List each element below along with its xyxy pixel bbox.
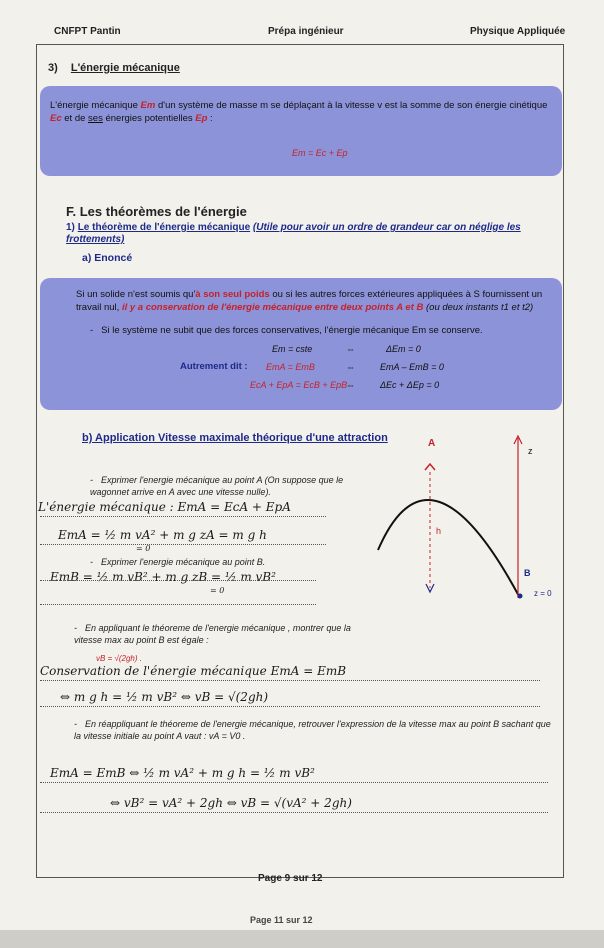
enonce-heading: a) Enoncé bbox=[82, 252, 133, 264]
label-z0: z = 0 bbox=[534, 589, 552, 598]
formula-ema-minus-emb: EmA – EmB = 0 bbox=[380, 362, 444, 372]
answer-2-zero: = 0 bbox=[210, 586, 225, 595]
theorem-red-2: il y a conservation de l'énergie mécanique entre deux points A et B bbox=[121, 302, 424, 313]
header-subject: Physique Appliquée bbox=[470, 26, 566, 37]
dotted-line bbox=[40, 580, 316, 581]
section-3-number: 3) bbox=[48, 62, 58, 74]
dotted-line bbox=[40, 604, 316, 605]
def-text-ses: ses bbox=[88, 113, 103, 124]
answer-1-zero: = 0 bbox=[136, 544, 151, 553]
header-course: Prépa ingénieur bbox=[268, 26, 344, 37]
subsection-1-number: 1) bbox=[66, 222, 75, 233]
dotted-line bbox=[40, 516, 326, 517]
theorem-text-2: ou si les autres forces extérieures appliquées à S fournissent un bbox=[269, 289, 543, 300]
def-text-2: d'un système de masse m se déplaçant à la vitesse v est la somme de son énergie cinétique bbox=[155, 100, 548, 111]
section-3-title: L'énergie mécanique bbox=[70, 62, 180, 74]
em-formula: Em = Ec + Ep bbox=[292, 148, 348, 158]
theorem-text bbox=[76, 288, 556, 314]
ec-symbol: Ec bbox=[50, 113, 62, 124]
definition-text bbox=[50, 99, 556, 125]
theorem-text-4: (ou deux instants t1 et t2) bbox=[423, 302, 534, 313]
dotted-line bbox=[40, 812, 548, 813]
answer-1-line-2: EmA = ½ m vA² + m g zA = m g h bbox=[58, 528, 267, 542]
answer-3-line-2: ⇔ m g h = ½ m vB² ⇔ vB = √(2gh) bbox=[60, 690, 269, 704]
question-3: - En appliquant le théoreme de l'energie mécanique , montrer que la vitesse max au point B est égale : bbox=[74, 623, 351, 645]
definition-box bbox=[40, 86, 562, 176]
def-text-4: énergies potentielles bbox=[102, 113, 196, 124]
equiv-1: ⇔ bbox=[346, 344, 355, 354]
formula-em-cste: Em = cste bbox=[272, 344, 313, 354]
track-curve bbox=[378, 500, 520, 598]
track-diagram bbox=[370, 430, 560, 610]
answer-4-line-1: EmA = EmB ⇔ ½ m vA² + m g h = ½ m vB² bbox=[50, 766, 315, 780]
question-4-text: En réappliquant le théoreme de l'energie mécanique, retrouver l'expression de la vitesse max au point B sachant que la vitesse initiale au point A vaut : vA = V0 . bbox=[74, 719, 551, 741]
def-text-1: L'énergie mécanique bbox=[50, 100, 141, 111]
question-1-text: Exprimer l'energie mécanique au point A (On suppose que le wagonnet arrive en A avec une vitesse nulle). bbox=[90, 475, 344, 497]
subsection-1-heading bbox=[66, 222, 536, 246]
question-3-text: En appliquant le théoreme de l'energie mécanique , montrer que la vitesse max au point B est égale : bbox=[74, 623, 351, 645]
label-a: A bbox=[428, 438, 436, 449]
dotted-line bbox=[40, 680, 540, 681]
label-b: B bbox=[524, 568, 531, 578]
theorem-red-1: à son seul poids bbox=[195, 289, 270, 300]
theorem-box bbox=[40, 278, 562, 410]
question-1: - Exprimer l'energie mécanique au point A (On suppose que le wagonnet arrive en A avec une vitesse nulle). bbox=[90, 475, 344, 497]
next-page-number: Page 11 sur 12 bbox=[250, 915, 313, 925]
vb-formula: vB = √(2gh) . bbox=[96, 654, 142, 663]
answer-4-line-2: ⇔ vB² = vA² + 2gh ⇔ vB = √(vA² + 2gh) bbox=[110, 796, 352, 810]
ep-symbol: Ep bbox=[195, 113, 208, 124]
subsection-1-note: (Utile pour avoir un ordre de grandeur car on néglige les frottements) bbox=[66, 222, 521, 245]
top-marker-icon bbox=[425, 464, 435, 470]
header-school: CNFPT Pantin bbox=[54, 26, 121, 37]
section-f-title: F. Les théorèmes de l'énergie bbox=[66, 204, 247, 219]
question-2: - Exprimer l'energie mécanique au point B. bbox=[90, 557, 266, 567]
equiv-3: ⇔ bbox=[346, 380, 355, 390]
label-z: z bbox=[528, 446, 533, 456]
dotted-line bbox=[40, 782, 548, 783]
em-symbol: Em bbox=[140, 100, 156, 111]
formula-ema-emb: EmA = EmB bbox=[266, 362, 315, 372]
conservative-text: Si le système ne subit que des forces conservatives, l'énergie mécanique Em se conserve. bbox=[101, 325, 483, 336]
def-text-3: et de bbox=[61, 113, 89, 124]
def-text-5: : bbox=[207, 113, 213, 124]
formula-ec-ep: EcA + EpA = EcB + EpB bbox=[250, 380, 348, 390]
conservative-bullet: - Si le système ne subit que des forces conservatives, l'énergie mécanique Em se conserve. bbox=[90, 325, 483, 336]
dotted-line bbox=[40, 706, 540, 707]
page-number: Page 9 sur 12 bbox=[258, 873, 323, 884]
answer-3-line-1: Conservation de l'énergie mécanique EmA = EmB bbox=[40, 664, 347, 678]
formula-delta-ec-ep: ΔEc + ΔEp = 0 bbox=[380, 380, 440, 390]
dotted-line bbox=[40, 544, 326, 545]
answer-1-line-1: L'énergie mécanique : EmA = EcA + EpA bbox=[38, 500, 291, 514]
question-2-text: Exprimer l'energie mécanique au point B. bbox=[101, 557, 266, 567]
point-b-dot bbox=[518, 594, 523, 599]
question-4: - En réappliquant le théoreme de l'energie mécanique, retrouver l'expression de la vitesse max au point B sachant que la vitesse initiale au point A vaut : vA = V0 . bbox=[74, 719, 551, 741]
section-3-heading bbox=[48, 62, 180, 74]
application-heading: b) Application Vitesse maximale théorique d'une attraction bbox=[82, 432, 388, 444]
theorem-text-1: Si un solide n'est soumis qu' bbox=[76, 289, 196, 300]
equiv-2: ⇔ bbox=[346, 362, 355, 372]
theorem-text-3: travail nul, bbox=[76, 302, 122, 313]
formula-delta-em: ΔEm = 0 bbox=[386, 344, 421, 354]
answer-2: EmB = ½ m vB² + m g zB = ½ m vB² bbox=[50, 570, 276, 584]
subsection-1-title: Le théorème de l'énergie mécanique bbox=[77, 222, 251, 233]
autrement-label: Autrement dit : bbox=[180, 361, 248, 372]
label-h: h bbox=[436, 526, 442, 536]
